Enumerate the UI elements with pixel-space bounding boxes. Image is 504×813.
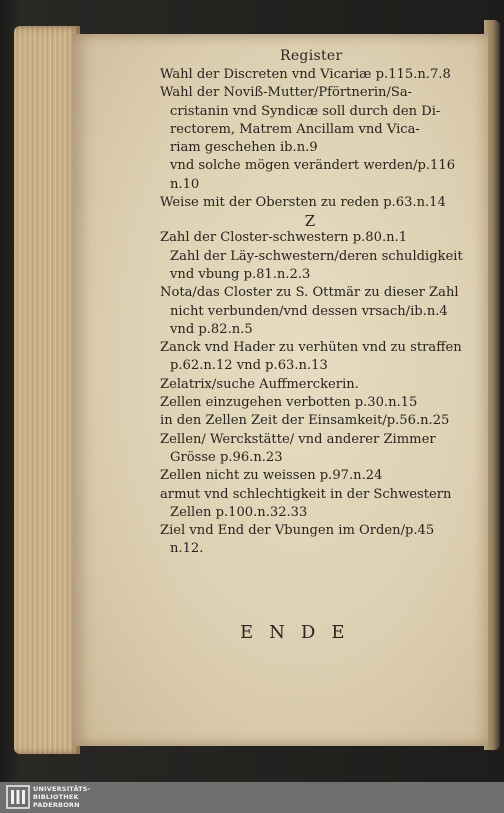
register-line: Zellen einzugehen verbotten p.30.n.15 [160, 395, 418, 411]
register-line: Nota/das Closter zu S. Ottmär zu dieser Zahl [160, 285, 459, 301]
register-line: Wahl der Noviß-Mutter/Pförtnerin/Sa- [160, 85, 413, 101]
register-line: Ziel vnd End der Vbungen im Orden/p.45 [160, 523, 435, 539]
library-line-1: UNIVERSITÄTS- [33, 785, 91, 793]
register-line: Zahl der Closter-schwestern p.80.n.1 [160, 230, 408, 246]
register-line: vnd vbung p.81.n.2.3 [170, 266, 311, 282]
register-line: Zelatrix/suche Auffmerckerin. [160, 376, 359, 392]
register-line: cristanin vnd Syndicæ soll durch den Di- [170, 103, 441, 119]
register-line: Zanck vnd Hader zu verhüten vnd zu straffen [160, 340, 462, 356]
library-line-3: PADERBORN [33, 801, 80, 809]
register-line: nicht verbunden/vnd dessen vrsach/ib.n.4 [170, 303, 448, 319]
register-line: Zellen nicht zu weissen p.97.n.24 [160, 468, 383, 484]
register-line: vnd solche mögen verändert werden/p.116 [170, 158, 456, 174]
register-line: riam geschehen ib.n.9 [170, 140, 318, 156]
register-line: n.12. [170, 541, 204, 557]
register-line: rectorem, Matrem Ancillam vnd Vica- [170, 121, 420, 137]
register-entries [160, 66, 463, 559]
register-line: Zellen p.100.n.32.33 [170, 504, 308, 520]
register-line: n.10 [170, 176, 200, 192]
register-line: Weise mit der Obersten zu reden p.63.n.14 [160, 195, 446, 211]
register-line: Grösse p.96.n.23 [170, 449, 283, 465]
register-line: p.62.n.12 vnd p.63.n.13 [170, 358, 328, 374]
library-footer [0, 782, 504, 813]
library-logo-icon [6, 785, 30, 809]
register-line: vnd p.82.n.5 [170, 321, 253, 337]
library-line-2: BIBLIOTHEK [33, 793, 79, 801]
book-page-stack [14, 26, 80, 754]
register-line: Zellen/ Werckstätte/ vnd anderer Zimmer [160, 431, 436, 447]
register-line: Zahl der Läy-schwestern/deren schuldigkeit [170, 248, 463, 264]
library-name [33, 785, 91, 809]
register-line: Wahl der Discreten vnd Vicariæ p.115.n.7.8 [160, 67, 451, 82]
register-line: armut vnd schlechtigkeit in der Schwestern [160, 486, 452, 502]
ende-closing: ENDE [240, 622, 361, 643]
section-letter: Z [304, 212, 316, 231]
register-line: in den Zellen Zeit der Einsamkeit/p.56.n.25 [160, 413, 450, 429]
running-head: Register [280, 48, 343, 64]
